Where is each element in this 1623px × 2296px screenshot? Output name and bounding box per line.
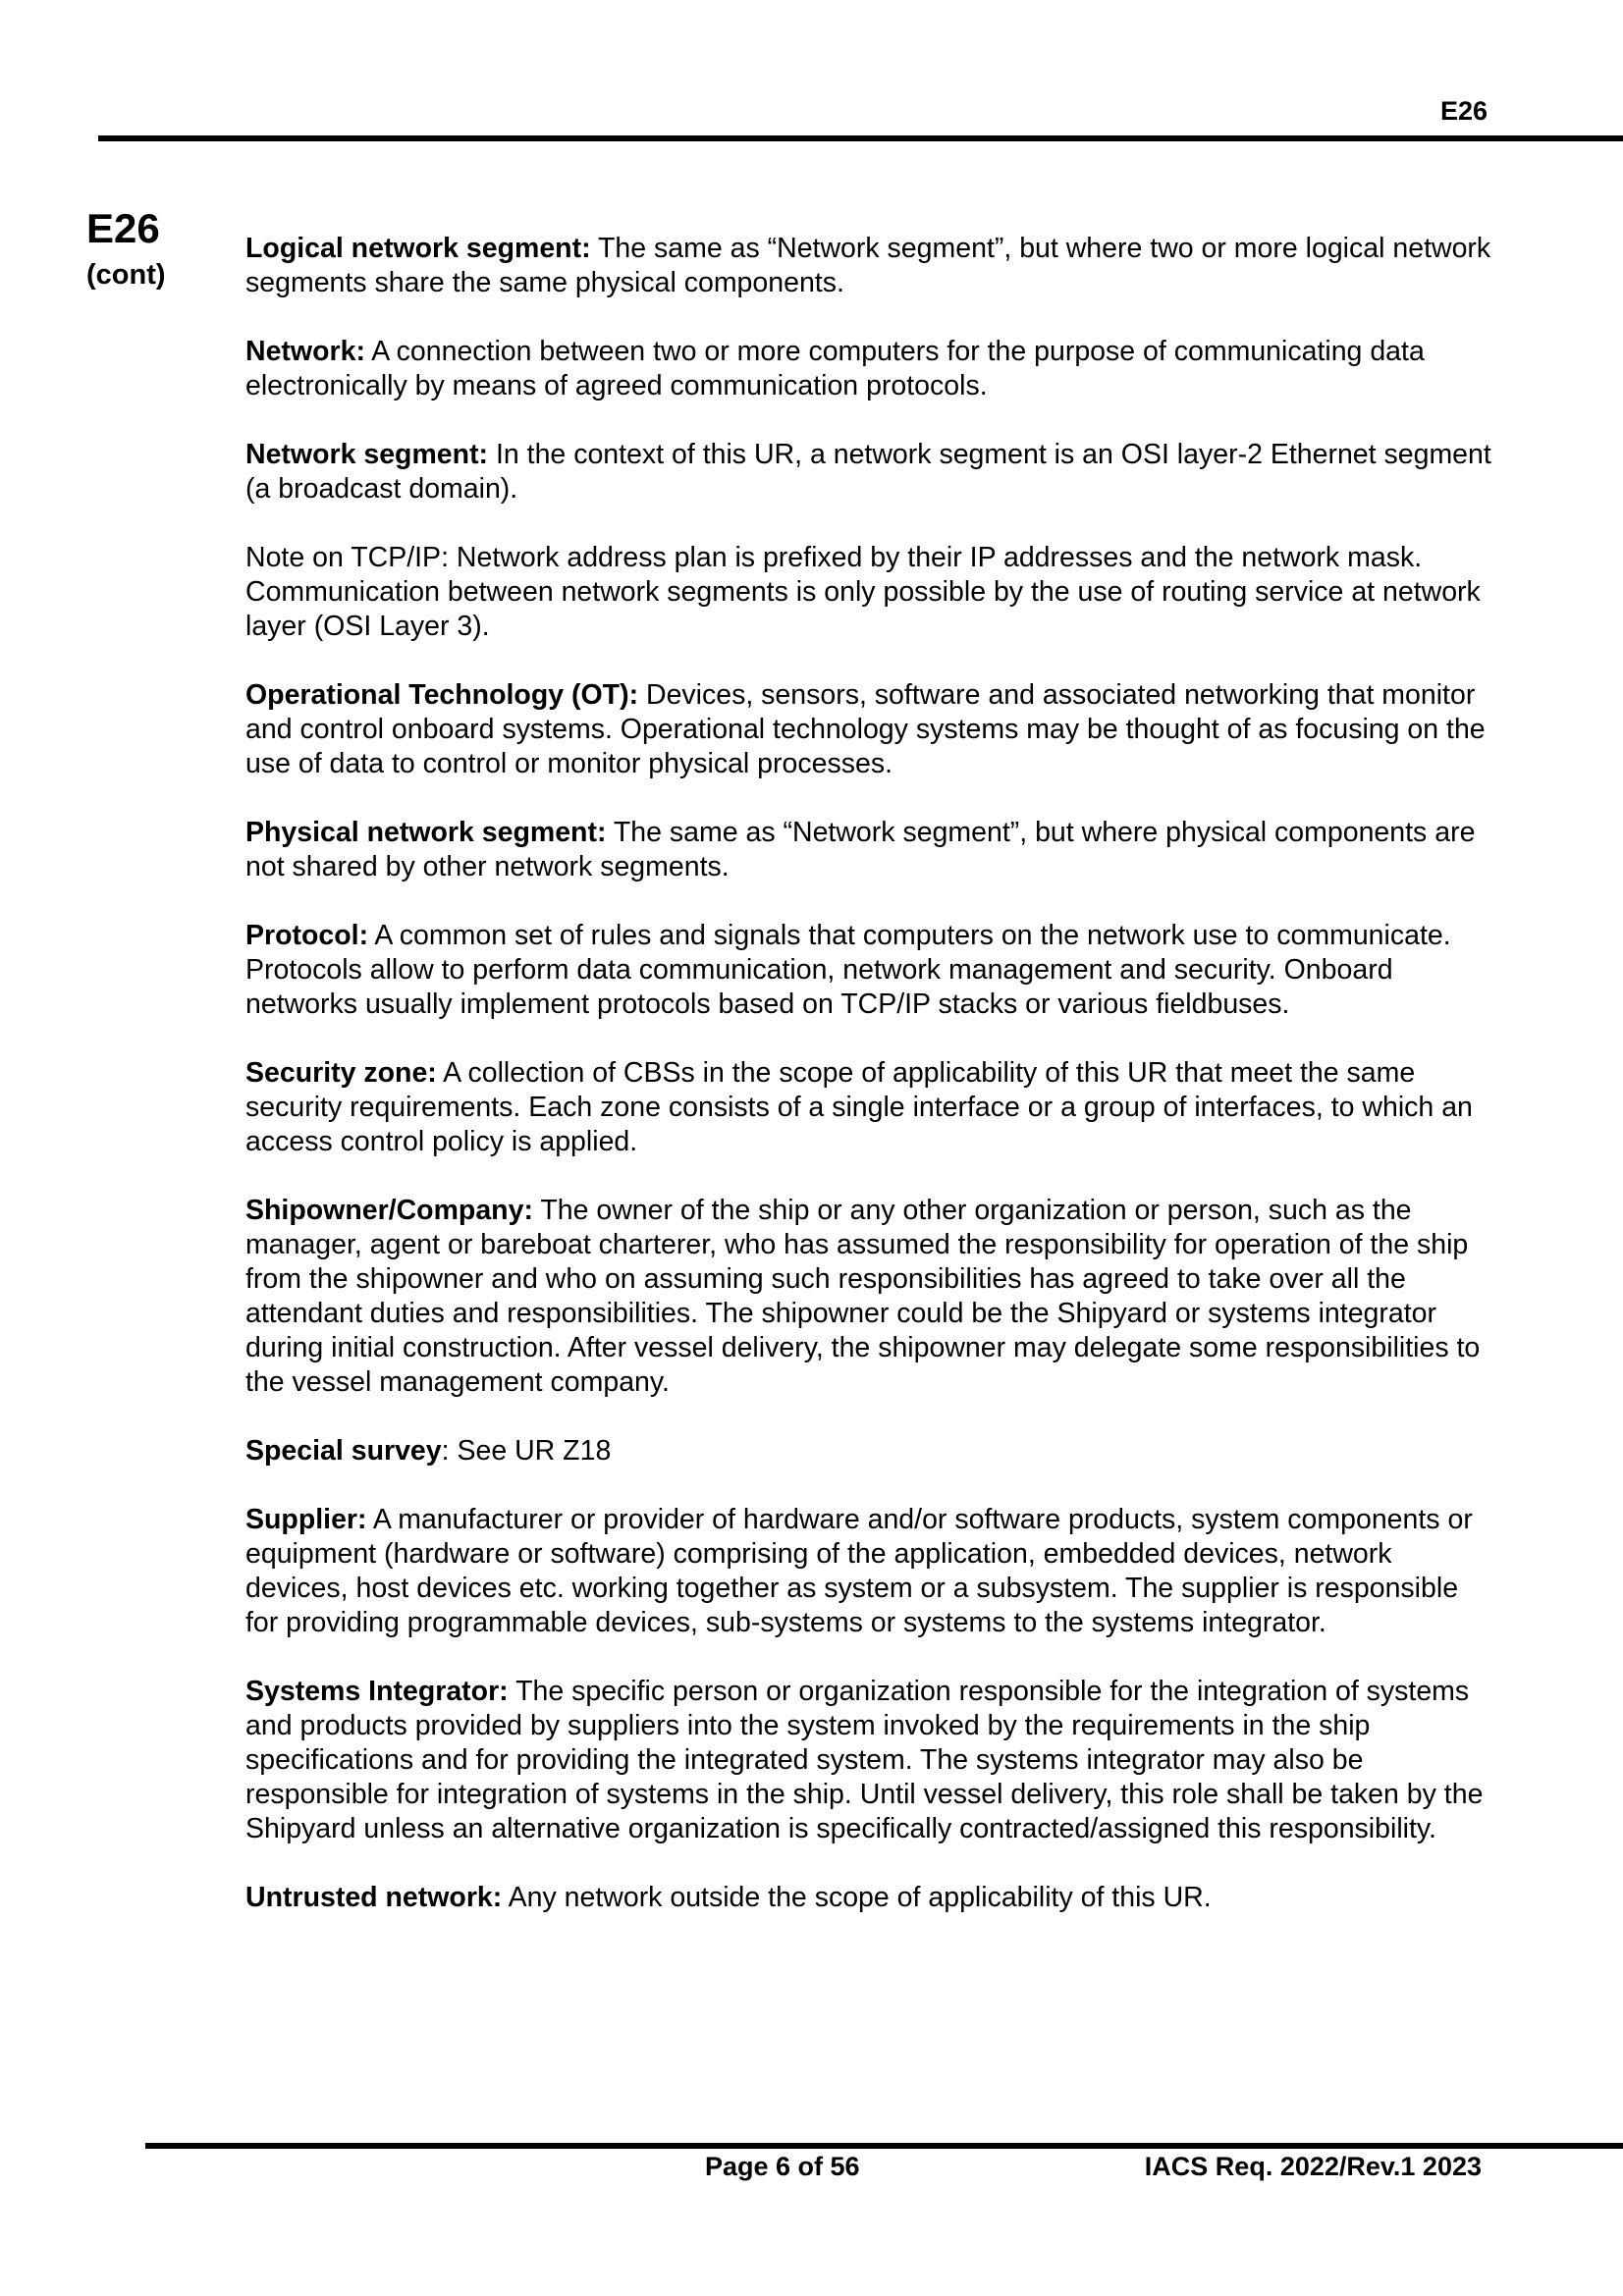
- sidebar-cont: (cont): [86, 259, 166, 291]
- definition-entry: [245, 1675, 1492, 1846]
- definition-text: : See UR Z18: [441, 1435, 612, 1467]
- page-number: Page 6 of 56: [705, 2152, 860, 2181]
- definition-term: Protocol:: [245, 920, 369, 951]
- definition-entry: [245, 232, 1492, 300]
- definition-text: The same as “Network segment”, but where physical components are not shared by other network segments.: [245, 817, 1476, 882]
- definition-entry: [245, 678, 1492, 781]
- definition-term: Network segment:: [245, 439, 489, 470]
- definition-entry: [245, 816, 1492, 884]
- definition-text: Devices, sensors, software and associated networking that monitor and control onboard systems. Operational technology systems may be thought of as focusing on the use of data to control or monitor physical processes.: [245, 679, 1486, 779]
- definition-text: Any network outside the scope of applicability of this UR.: [502, 1882, 1212, 1913]
- definition-entry: [245, 919, 1492, 1022]
- definition-entry: [245, 1056, 1492, 1159]
- document-reference: IACS Req. 2022/Rev.1 2023: [1144, 2152, 1482, 2181]
- definition-term: Operational Technology (OT):: [245, 679, 639, 711]
- definition-entry: [245, 1503, 1492, 1640]
- definition-text: The specific person or organization responsible for the integration of systems and products provided by suppliers into the system invoked by the requirements in the ship specifications and for providing the integrated system. The systems integrator may also be responsible for integration of systems in the ship. Until vessel delivery, this role shall be taken by the Shipyard unless an alternative organization is specifically contracted/assigned this responsibility.: [245, 1676, 1484, 1844]
- definitions-list: [245, 232, 1492, 1949]
- footer-rule: [145, 2143, 1623, 2149]
- definition-entry: [245, 438, 1492, 507]
- definition-entry: [245, 1434, 1492, 1468]
- definition-term: Shipowner/Company:: [245, 1195, 533, 1226]
- definition-term: Logical network segment:: [245, 233, 591, 264]
- definition-text: A manufacturer or provider of hardware and/or software products, system components or equipment (hardware or software) comprising of the application, embedded devices, network devices, host devices etc. working together as system or a subsystem. The supplier is responsible for providing programmable devices, sub-systems or systems to the systems integrator.: [245, 1504, 1473, 1638]
- definition-text: The owner of the ship or any other organization or person, such as the manager, agent or bareboat charterer, who has assumed the responsibility for operation of the ship from the shipowner and who on assuming such responsibilities has agreed to take over all the attendant duties and responsibilities. The shipowner could be the Shipyard or systems integrator during initial construction. After vessel delivery, the shipowner may delegate some responsibilities to the vessel management company.: [245, 1195, 1481, 1398]
- definition-entry: [245, 1194, 1492, 1400]
- definition-entry: [245, 1881, 1492, 1915]
- sidebar-code: E26: [86, 205, 160, 251]
- definition-term: Physical network segment:: [245, 817, 607, 848]
- header-code: E26: [1439, 96, 1488, 126]
- definition-term: Special survey: [245, 1435, 442, 1467]
- note-text: Note on TCP/IP: Network address plan is prefixed by their IP addresses and the network mask. Communication between network segments is only possible by the use of routing service at network layer (OSI Layer 3).: [245, 542, 1481, 642]
- definition-term: Systems Integrator:: [245, 1676, 509, 1707]
- definition-entry: [245, 335, 1492, 403]
- definition-text: The same as “Network segment”, but where two or more logical network segments share the same physical components.: [245, 233, 1491, 298]
- definition-term: Supplier:: [245, 1504, 367, 1535]
- definition-term: Security zone:: [245, 1057, 437, 1089]
- definition-text: A collection of CBSs in the scope of applicability of this UR that meet the same security requirements. Each zone consists of a single interface or a group of interfaces, to which an access control policy is applied.: [245, 1057, 1473, 1157]
- definition-text: A common set of rules and signals that computers on the network use to communicate. Protocols allow to perform data communication, network management and security. Onboard networks usually implement protocols based on TCP/IP stacks or various fieldbuses.: [245, 920, 1451, 1020]
- header-rule: [98, 135, 1623, 141]
- definition-term: Untrusted network:: [245, 1882, 503, 1913]
- note-entry: [245, 541, 1492, 644]
- definition-text: In the context of this UR, a network segment is an OSI layer-2 Ethernet segment (a broadcast domain).: [245, 439, 1491, 505]
- definition-term: Network:: [245, 336, 365, 367]
- definition-text: A connection between two or more computers for the purpose of communicating data electronically by means of agreed communication protocols.: [245, 336, 1425, 401]
